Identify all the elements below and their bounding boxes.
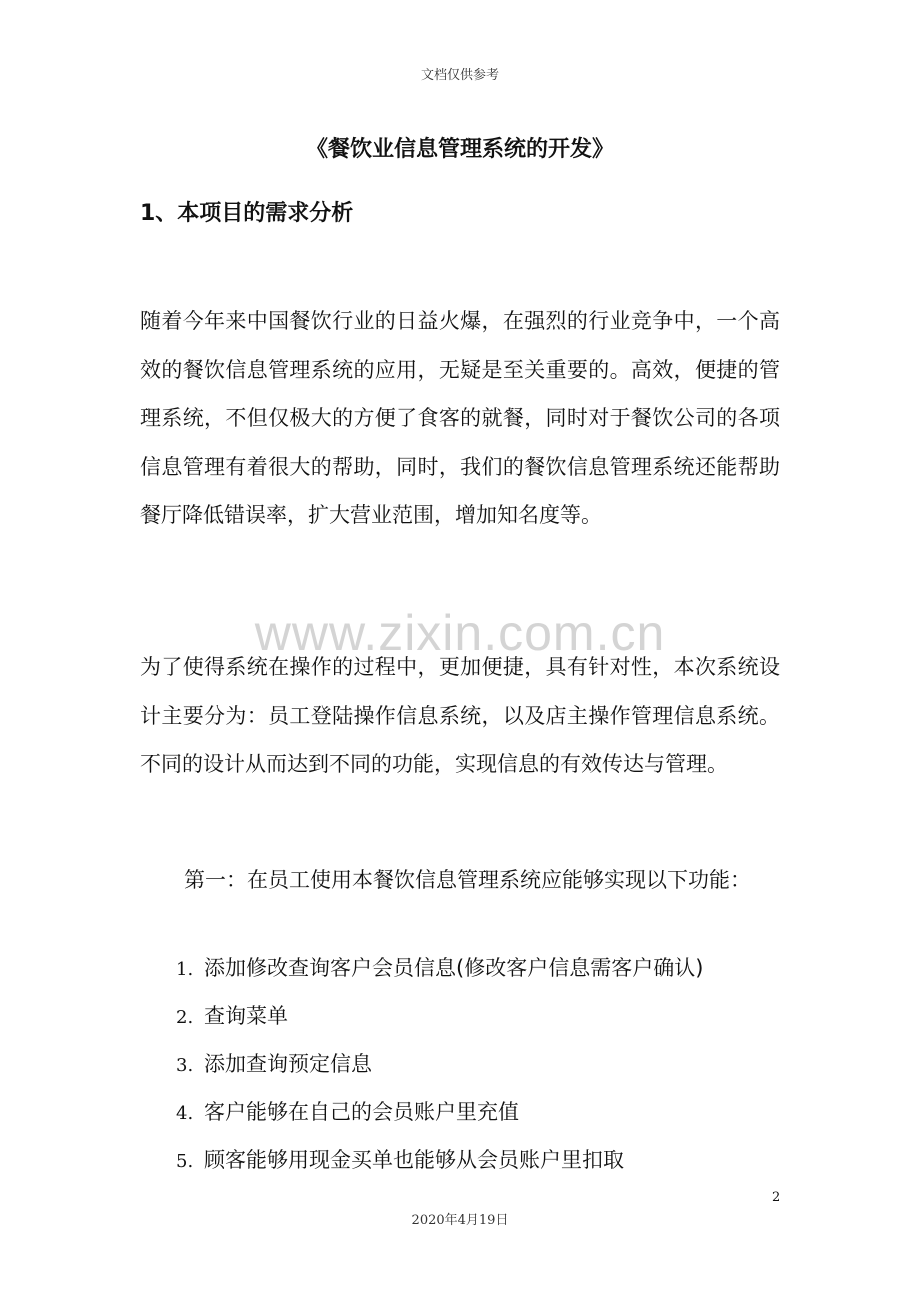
list-item-number: 4. — [176, 1103, 194, 1124]
paragraph-design: 为了使得系统在操作的过程中，更加便捷，具有针对性，本次系统设计主要分为：员工登陆操作信息系统，以及店主操作管理信息系统。不同的设计从而达到不同的功能，实现信息的有效传达与管理。 — [140, 655, 780, 776]
list-item-text: 查询菜单 — [204, 1004, 288, 1028]
list-item-text: 顾客能够用现金买单也能够从会员账户里扣取 — [204, 1148, 624, 1172]
function-list — [176, 944, 703, 1184]
list-item — [176, 1040, 703, 1088]
list-item-text: 添加查询预定信息 — [204, 1052, 372, 1076]
list-item-text: 添加修改查询客户会员信息(修改客户信息需客户确认) — [204, 956, 704, 980]
page-number: 2 — [772, 1190, 781, 1205]
section-heading: 1、本项目的需求分析 — [140, 201, 354, 226]
paragraph-intro: 随着今年来中国餐饮行业的日益火爆，在强烈的行业竞争中，一个高效的餐饮信息管理系统的应用，无疑是至关重要的。高效，便捷的管理系统，不但仅极大的方便了食客的就餐，同时对于餐饮公司的各项信息管理有着很大的帮助，同时，我们的餐饮信息管理系统还能帮助餐厅降低错误率，扩大营业范围，增加知名度等。 — [140, 309, 780, 527]
page-header: 文档仅供参考 — [420, 68, 499, 83]
list-item-number: 3. — [176, 1055, 194, 1076]
list-item — [176, 1136, 703, 1184]
paragraph-staff-functions: 第一：在员工使用本餐饮信息管理系统应能够实现以下功能： — [184, 868, 751, 892]
list-item — [176, 1088, 703, 1136]
document-title: 《餐饮业信息管理系统的开发》 — [305, 137, 614, 162]
list-item-number: 1. — [176, 959, 194, 980]
list-item — [176, 992, 703, 1040]
list-item-number: 5. — [176, 1151, 194, 1172]
footer-divider — [140, 1204, 780, 1205]
list-item-number: 2. — [176, 1007, 194, 1028]
page-footer-date: 2020年4月19日 — [411, 1213, 509, 1228]
watermark: www.zixin.com.cn — [254, 605, 666, 661]
list-item-text: 客户能够在自己的会员账户里充值 — [204, 1100, 519, 1124]
list-item — [176, 944, 703, 992]
